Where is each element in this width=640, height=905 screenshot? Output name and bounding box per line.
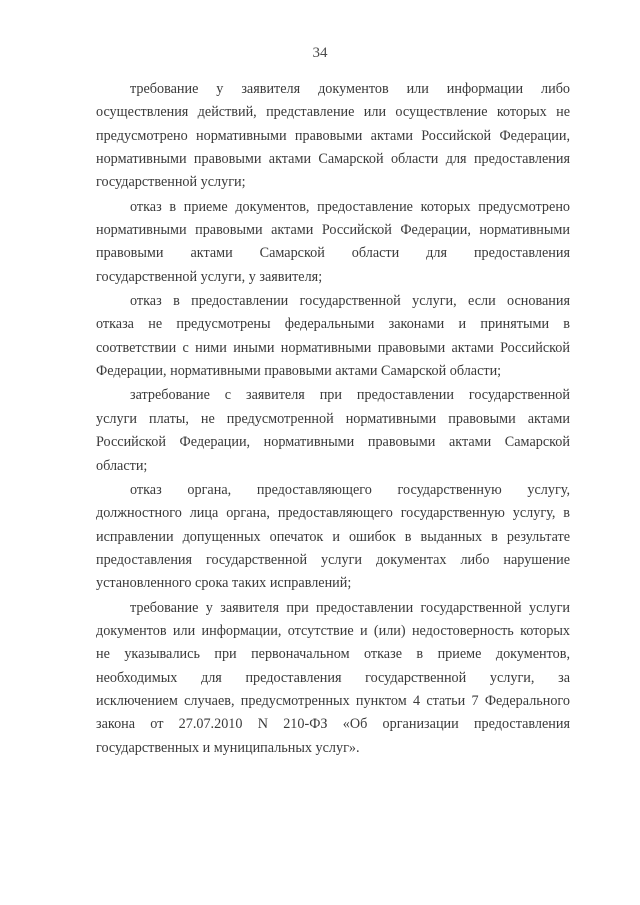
text-line: документов или информации, отсутствие и (или) недостоверность которых <box>96 622 570 639</box>
document-body <box>96 78 570 760</box>
text-line: услуги платы, не предусмотренной нормативными правовыми актами <box>96 410 570 427</box>
text-line: нормативными правовыми актами Российской Федерации, нормативными <box>96 222 570 239</box>
paragraph-5 <box>96 479 570 596</box>
text-line: установленного срока таких исправлений; <box>96 575 352 592</box>
text-line: требование у заявителя при предоставлении государственной услуги <box>130 599 570 616</box>
text-line: должностного лица органа, предоставляющего государственную услугу, в <box>96 505 570 522</box>
text-line: Российской Федерации, нормативными правовыми актами Самарской <box>96 434 570 451</box>
text-line: государственной услуги; <box>96 174 246 191</box>
text-line: соответствии с ними иными нормативными правовыми актами Российской <box>96 339 570 356</box>
paragraph-6 <box>96 597 570 760</box>
paragraph-1 <box>96 78 570 195</box>
text-line: области; <box>96 457 148 474</box>
text-line: правовыми актами Самарской области для предоставления <box>96 245 570 262</box>
text-line: затребование с заявителя при предоставлении государственной <box>130 387 570 404</box>
text-line: предоставления государственной услуги документах либо нарушение <box>96 551 570 568</box>
paragraph-2 <box>96 196 570 289</box>
text-line: необходимых для предоставления государственной услуги, за <box>96 669 570 686</box>
text-line: Федерации, нормативными правовыми актами Самарской области; <box>96 363 502 380</box>
paragraph-4 <box>96 384 570 477</box>
text-line: исправлении допущенных опечаток и ошибок в выданных в результате <box>96 528 570 545</box>
text-line: закона от 27.07.2010 N 210-ФЗ «Об организации предоставления <box>96 716 570 733</box>
text-line: требование у заявителя документов или информации либо <box>130 81 570 97</box>
text-line: не указывались при первоначальном отказе в приеме документов, <box>96 646 570 663</box>
text-line: государственных и муниципальных услуг». <box>96 739 360 756</box>
text-line: осуществления действий, представление или осуществление которых не <box>96 104 570 121</box>
text-line: государственной услуги, у заявителя; <box>96 268 323 285</box>
text-line: предусмотрено нормативными правовыми актами Российской Федерации, <box>96 127 570 144</box>
page-number: 34 <box>312 45 328 61</box>
text-line: отказ органа, предоставляющего государственную услугу, <box>130 481 570 498</box>
text-line: исключением случаев, предусмотренных пунктом 4 статьи 7 Федерального <box>96 692 570 709</box>
text-line: отказа не предусмотрены федеральными законами и принятыми в <box>96 316 570 333</box>
paragraph-3 <box>96 290 570 383</box>
text-line: нормативными правовыми актами Самарской области для предоставления <box>96 151 570 168</box>
text-line: отказ в приеме документов, предоставление которых предусмотрено <box>130 198 570 215</box>
text-line: отказ в предоставлении государственной услуги, если основания <box>130 293 570 310</box>
